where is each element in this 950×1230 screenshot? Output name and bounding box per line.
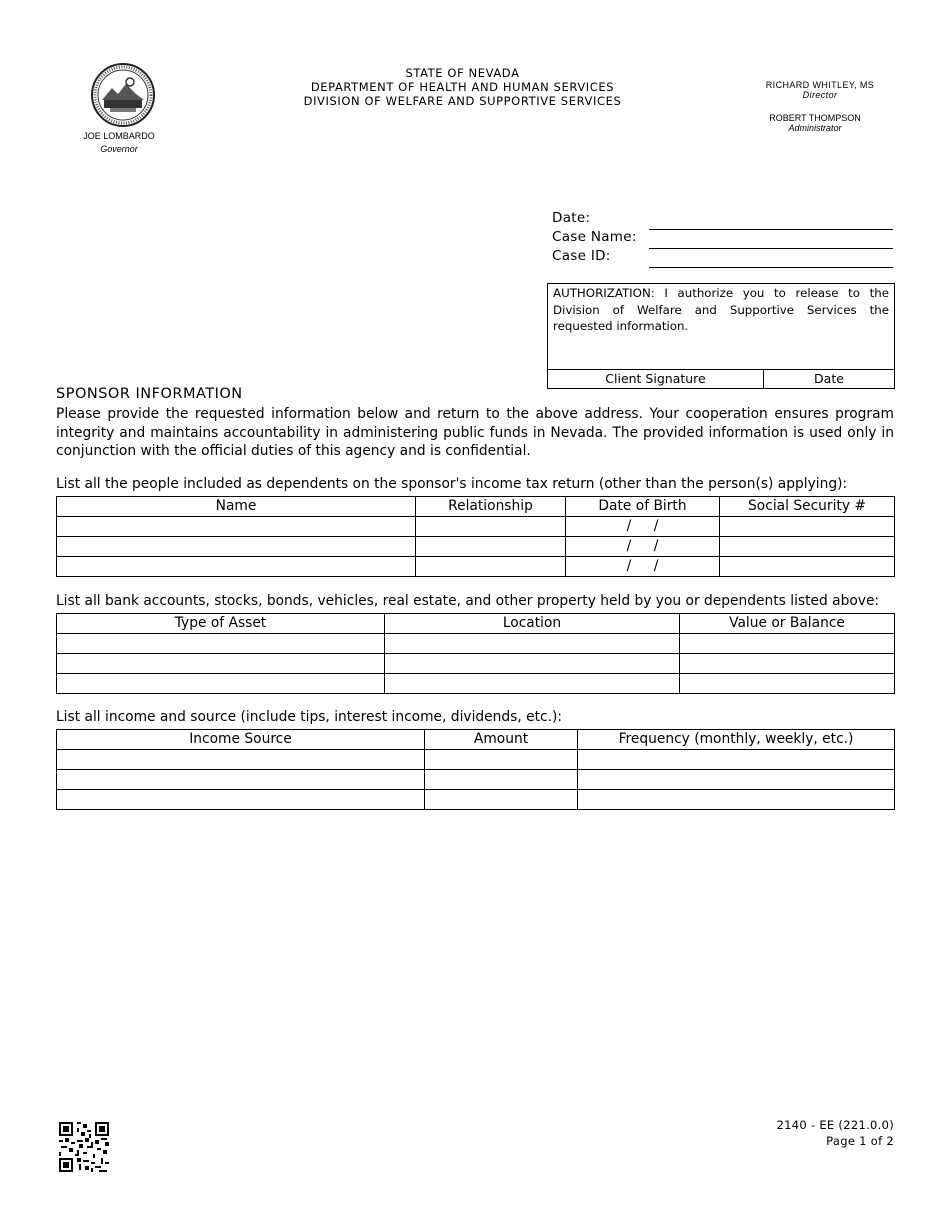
header-type-of-asset: Type of Asset	[57, 614, 385, 634]
income-amount-cell[interactable]	[425, 770, 578, 790]
header-date-of-birth: Date of Birth	[566, 497, 720, 517]
form-footer	[760, 1117, 894, 1149]
name-cell[interactable]	[57, 537, 416, 557]
income-label: List all income and source (include tips, interest income, dividends, etc.):	[56, 709, 563, 725]
asset-value-cell[interactable]	[680, 674, 895, 694]
table-row	[57, 654, 895, 674]
administrator-block	[745, 113, 885, 133]
income-frequency-cell[interactable]	[578, 750, 895, 770]
asset-value-cell[interactable]	[680, 654, 895, 674]
assets-label: List all bank accounts, stocks, bonds, vehicles, real estate, and other property held by you or dependents listed above:	[56, 593, 880, 609]
table-row	[57, 674, 895, 694]
agency-line-division: DIVISION OF WELFARE AND SUPPORTIVE SERVICES	[303, 94, 622, 108]
page-number: Page 1 of 2	[826, 1134, 894, 1148]
table-row	[57, 770, 895, 790]
asset-value-cell[interactable]	[680, 634, 895, 654]
table-row	[57, 634, 895, 654]
income-source-cell[interactable]	[57, 770, 425, 790]
governor-name: JOE LOMBARDO	[83, 131, 155, 141]
director-block	[750, 80, 890, 100]
header-income-source: Income Source	[57, 730, 425, 750]
relationship-cell[interactable]	[416, 517, 566, 537]
dob-cell[interactable]: / /	[566, 557, 720, 577]
governor-title: Governor	[100, 144, 138, 154]
header-value-or-balance: Value or Balance	[680, 614, 895, 634]
dependents-label: List all the people included as dependents on the sponsor's income tax return (other than the person(s) applying):	[56, 476, 848, 492]
relationship-cell[interactable]	[416, 537, 566, 557]
date-field[interactable]	[649, 229, 893, 230]
administrator-name: ROBERT THOMPSON	[769, 113, 861, 123]
table-row	[57, 750, 895, 770]
asset-type-cell[interactable]	[57, 634, 385, 654]
agency-line-state: STATE OF NEVADA	[405, 66, 520, 80]
asset-type-cell[interactable]	[57, 654, 385, 674]
signature-date-field[interactable]: Date	[814, 371, 844, 386]
header-amount: Amount	[425, 730, 578, 750]
authorization-signature-row	[548, 369, 894, 388]
director-name: RICHARD WHITLEY, MS	[765, 80, 875, 90]
agency-line-department: DEPARTMENT OF HEALTH AND HUMAN SERVICES	[310, 80, 615, 94]
income-header-row	[57, 730, 895, 750]
asset-type-cell[interactable]	[57, 674, 385, 694]
director-title: Director	[802, 90, 838, 100]
income-amount-cell[interactable]	[425, 750, 578, 770]
case-id-field[interactable]	[649, 267, 893, 268]
administrator-title: Administrator	[788, 123, 842, 133]
income-amount-cell[interactable]	[425, 790, 578, 810]
assets-header-row	[57, 614, 895, 634]
header-frequency: Frequency (monthly, weekly, etc.)	[578, 730, 895, 750]
ssn-cell[interactable]	[720, 517, 895, 537]
section-title: SPONSOR INFORMATION	[56, 386, 243, 402]
authorization-text: AUTHORIZATION: I authorize you to release to the Division of Welfare and Supportive Services the requested information.	[553, 286, 889, 333]
header-social-security: Social Security #	[720, 497, 895, 517]
header-relationship: Relationship	[416, 497, 566, 517]
dependents-header-row	[57, 497, 895, 517]
dob-cell[interactable]: / /	[566, 517, 720, 537]
barcode-icon	[59, 1122, 109, 1172]
ssn-cell[interactable]	[720, 537, 895, 557]
assets-table	[56, 613, 895, 694]
asset-location-cell[interactable]	[385, 634, 680, 654]
authorization-box	[547, 283, 895, 389]
table-row	[57, 537, 895, 557]
asset-location-cell[interactable]	[385, 674, 680, 694]
table-row	[57, 557, 895, 577]
table-row	[57, 517, 895, 537]
income-table	[56, 729, 895, 810]
case-id-label: Case ID:	[552, 248, 611, 264]
case-name-field[interactable]	[649, 248, 893, 249]
relationship-cell[interactable]	[416, 557, 566, 577]
state-seal-icon	[90, 62, 156, 128]
form-code: 2140 - EE (221.0.0)	[776, 1118, 894, 1132]
date-label: Date:	[552, 210, 591, 226]
ssn-cell[interactable]	[720, 557, 895, 577]
name-cell[interactable]	[57, 517, 416, 537]
income-frequency-cell[interactable]	[578, 770, 895, 790]
income-frequency-cell[interactable]	[578, 790, 895, 810]
header-location: Location	[385, 614, 680, 634]
dependents-table	[56, 496, 895, 577]
client-signature-field[interactable]: Client Signature	[548, 370, 764, 388]
intro-paragraph: Please provide the requested information below and return to the above address. Your cooperation ensures program integrity and maintains accountability in administering public funds in Nevada. The provided information is used only in conjunction with the official duties of this agency and is confidential.	[56, 406, 894, 459]
asset-location-cell[interactable]	[385, 654, 680, 674]
income-source-cell[interactable]	[57, 790, 425, 810]
agency-heading	[290, 66, 635, 108]
header-name: Name	[57, 497, 416, 517]
dob-cell[interactable]: / /	[566, 537, 720, 557]
table-row	[57, 790, 895, 810]
case-name-label: Case Name:	[552, 229, 637, 245]
income-source-cell[interactable]	[57, 750, 425, 770]
name-cell[interactable]	[57, 557, 416, 577]
